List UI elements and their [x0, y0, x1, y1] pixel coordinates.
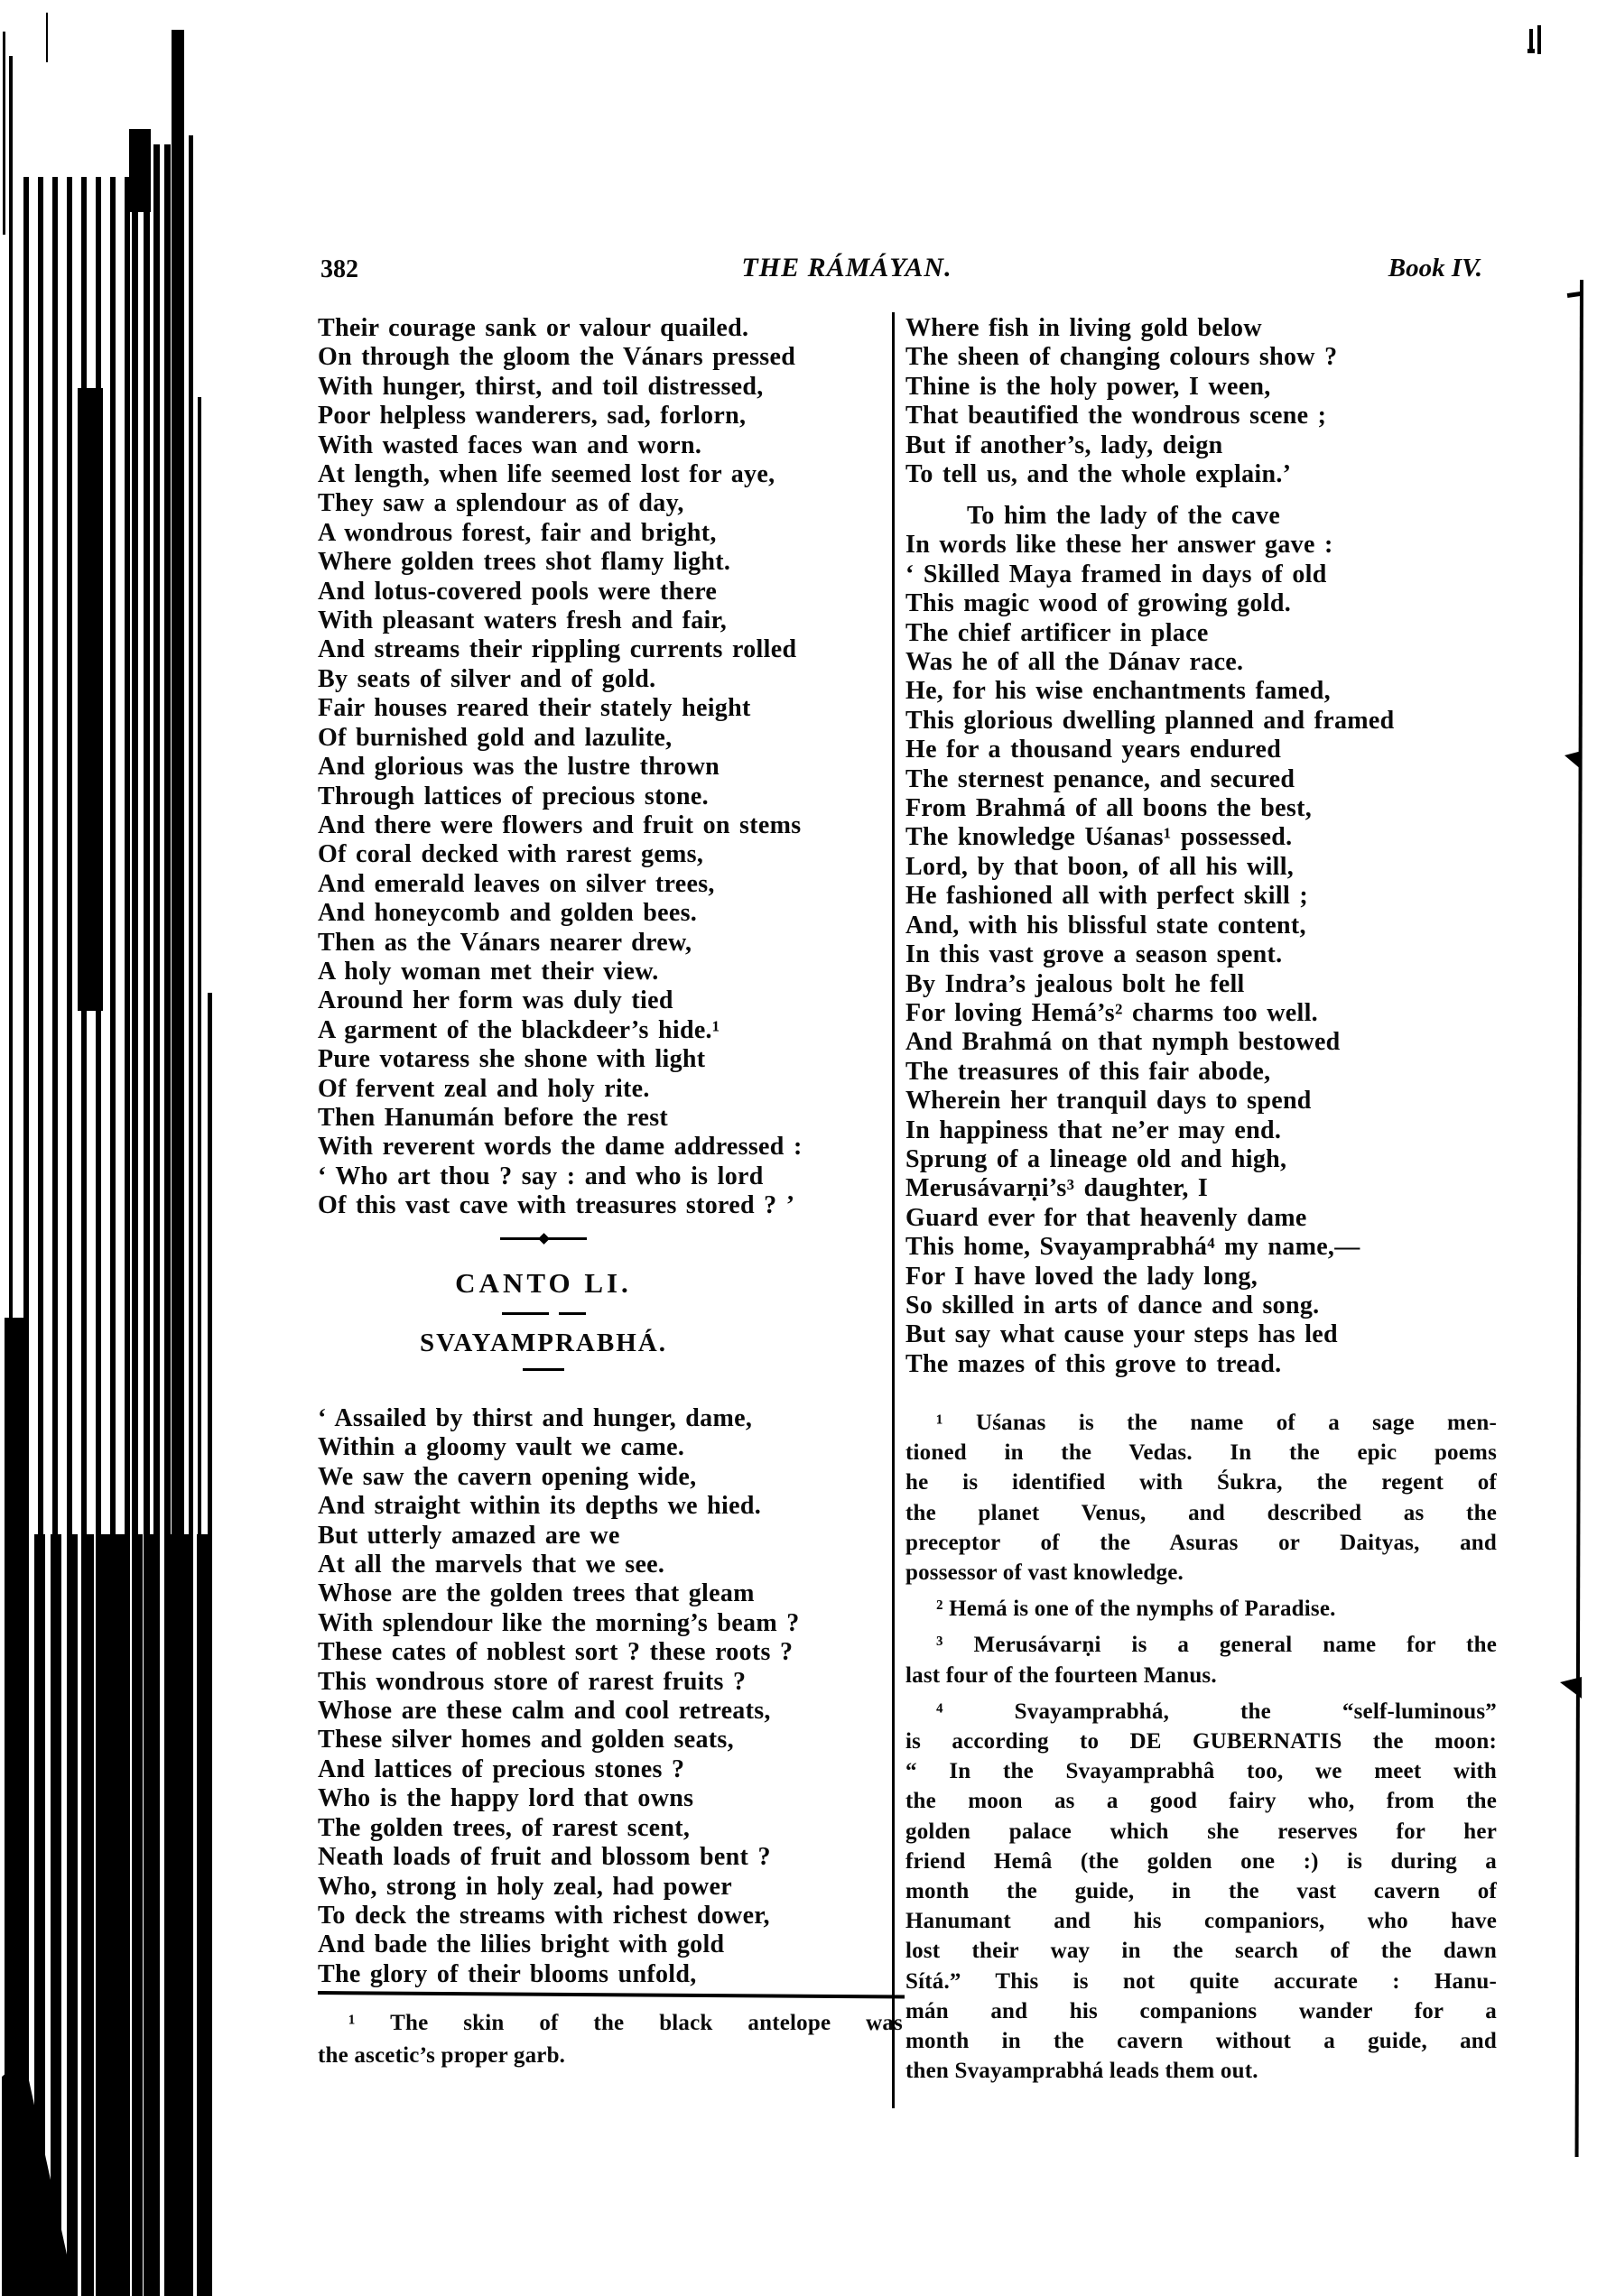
text-line: then Svayamprabhá leads them out. — [905, 2059, 1258, 2084]
text-line: ² Hemá is one of the nymphs of Paradise. — [936, 1597, 1336, 1622]
text-line: And bade the lilies bright with gold — [318, 1930, 725, 1959]
text-line: And straight within its depths we hied. — [318, 1492, 762, 1521]
scan-gutter-artifact — [0, 0, 221, 2296]
text-line: Merusávarṇi’s³ daughter, I — [905, 1174, 1209, 1203]
text-line: To him the lady of the cave — [967, 502, 1281, 530]
text-line: golden palace which she reserves for her — [905, 1819, 1497, 1844]
edge-flare-artifact — [1565, 751, 1582, 770]
text-line: Within a gloomy vault we came. — [318, 1433, 685, 1462]
text-line: In this vast grove a season spent. — [905, 940, 1283, 969]
text-line: last four of the fourteen Manus. — [905, 1662, 1217, 1688]
text-line: And there were flowers and fruit on stems — [318, 810, 802, 839]
scan-stripe — [46, 13, 48, 62]
text-line: At length, when life seemed lost for aye, — [318, 460, 775, 489]
text-line: A wondrous forest, fair and bright, — [318, 518, 717, 547]
text-line: For loving Hemá’s² charms too well. — [905, 998, 1318, 1027]
text-line: And streams their rippling currents rolled — [318, 635, 797, 664]
text-line: He for a thousand years endured — [905, 736, 1282, 764]
left-column-stanza-1 — [318, 314, 900, 1221]
text-line: And emerald leaves on silver trees, — [318, 869, 715, 898]
text-line: The chief artificer in place — [905, 618, 1209, 647]
left-footnote — [318, 2007, 903, 2072]
text-line: Wherein her tranquil days to spend — [905, 1087, 1312, 1116]
text-line: ‘ Skilled Maya framed in days of old — [905, 560, 1327, 588]
text-line: Sprung of a lineage old and high, — [905, 1144, 1287, 1173]
text-line: The knowledge Uśanas¹ possessed. — [905, 823, 1293, 852]
text-line: ¹ Uśanas is the name of a sage men- — [936, 1411, 1497, 1435]
text-line: This glorious dwelling planned and framed — [905, 706, 1395, 735]
text-line: In words like these her answer gave : — [905, 531, 1333, 560]
text-line: tioned in the Vedas. In the epic poems — [905, 1440, 1497, 1466]
footnote-3 — [905, 1630, 1497, 1690]
text-line: He, for his wise enchantments famed, — [905, 677, 1331, 706]
text-line: With pleasant waters fresh and fair, — [318, 606, 728, 635]
text-line: ⁴ Svayamprabhá, the “self-luminous” — [936, 1699, 1497, 1724]
text-line: Of fervent zeal and holy rite. — [318, 1074, 650, 1103]
footnote-separator-rule — [318, 1991, 905, 1999]
text-line: he is identified with Śukra, the regent of — [905, 1470, 1497, 1495]
text-line: With wasted faces wan and worn. — [318, 430, 702, 459]
text-line: And, with his blissful state content, — [905, 911, 1306, 940]
text-line: The golden trees, of rarest scent, — [318, 1813, 691, 1842]
page-number: 382 — [320, 255, 358, 283]
text-line: Was he of all the Dánav race. — [905, 648, 1244, 677]
text-line: ¹ The skin of the black antelope was — [348, 2011, 903, 2035]
text-line: Where golden trees shot flamy light. — [318, 548, 731, 577]
text-line: “ In the Svayamprabhâ too, we meet with — [905, 1759, 1497, 1784]
scan-stripe — [3, 32, 5, 235]
text-line: Then as the Vánars nearer drew, — [318, 928, 692, 957]
text-line: These silver homes and golden seats, — [318, 1726, 734, 1754]
canto-section — [318, 1231, 769, 1371]
text-line: Through lattices of precious stone. — [318, 782, 709, 810]
text-line: preceptor of the Asuras or Daityas, and — [905, 1530, 1497, 1555]
text-line: By seats of silver and of gold. — [318, 664, 656, 693]
text-line: For I have loved the lady long, — [905, 1262, 1258, 1291]
text-line: And lotus-covered pools were there — [318, 577, 718, 606]
corner-mark-artifact — [1537, 25, 1541, 54]
text-line: This magic wood of growing gold. — [905, 589, 1292, 618]
text-line: Of coral decked with rarest gems, — [318, 840, 704, 869]
text-line: To deck the streams with richest dower, — [318, 1901, 770, 1930]
text-line: Of burnished gold and lazulite, — [318, 723, 673, 752]
text-line: The sheen of changing colours show ? — [905, 343, 1338, 372]
text-line: But if another’s, lady, deign — [905, 430, 1223, 459]
text-line: possessor of vast knowledge. — [905, 1560, 1184, 1586]
text-line: On through the gloom the Vánars pressed — [318, 343, 796, 372]
text-line: Whose are these calm and cool retreats, — [318, 1697, 771, 1726]
text-line: With splendour like the morning’s beam ? — [318, 1608, 800, 1637]
text-line: The treasures of this fair abode, — [905, 1057, 1271, 1086]
text-line: Where fish in living gold below — [905, 314, 1262, 342]
text-line: Lord, by that boon, of all his will, — [905, 852, 1295, 881]
text-line: lost their way in the search of the dawn — [905, 1939, 1497, 1964]
text-line: With hunger, thirst, and toil distressed, — [318, 372, 764, 401]
edge-dash-artifact — [1567, 292, 1582, 298]
text-line: Who, strong in holy zeal, had power — [318, 1872, 732, 1901]
text-line: Pure votaress she shone with light — [318, 1045, 706, 1074]
text-line: Fair houses reared their stately height — [318, 694, 751, 723]
text-line: Of this vast cave with treasures stored ? ’ — [318, 1191, 795, 1220]
text-line: Hanumant and his companiors, who have — [905, 1909, 1497, 1934]
scan-blob — [129, 129, 151, 212]
text-line: is according to DE GUBERNATIS the moon: — [905, 1729, 1497, 1754]
text-line: They saw a splendour as of day, — [318, 489, 684, 518]
text-line: friend Hemâ (the golden one :) is during a — [905, 1848, 1497, 1874]
text-line: And honeycomb and golden bees. — [318, 899, 698, 928]
text-line: the ascetic’s proper garb. — [318, 2043, 566, 2068]
footnote-4 — [905, 1697, 1497, 2087]
text-line: the planet Venus, and described as the — [905, 1500, 1497, 1525]
text-line: ‘ Assailed by thirst and hunger, dame, — [318, 1404, 753, 1432]
edge-flare-artifact — [1560, 1677, 1582, 1699]
text-line: Whose are the golden trees that gleam — [318, 1579, 755, 1608]
text-line: But utterly amazed are we — [318, 1521, 620, 1550]
text-line: Around her form was duly tied — [318, 986, 673, 1015]
text-line: With reverent words the dame addressed : — [318, 1133, 803, 1162]
page-edge-artifact — [1575, 280, 1583, 2157]
text-line: Their courage sank or valour quailed. — [318, 314, 749, 342]
corner-mark-artifact — [1527, 49, 1535, 53]
text-line: Guard ever for that heavenly dame — [905, 1203, 1307, 1232]
text-line: By Indra’s jealous bolt he fell — [905, 969, 1245, 998]
text-line: The sternest penance, and secured — [905, 764, 1295, 793]
page-title: THE RÁMÁYAN. — [741, 253, 952, 282]
text-line: The mazes of this grove to tread. — [905, 1349, 1282, 1378]
text-line: From Brahmá of all boons the best, — [905, 794, 1313, 823]
section-divider-ornament — [500, 1235, 587, 1243]
text-line: Poor helpless wanderers, sad, forlorn, — [318, 402, 747, 430]
text-line: This home, Svayamprabhá⁴ my name,— — [905, 1233, 1360, 1262]
text-line: mán and his companions wander for a — [905, 1998, 1497, 2023]
text-line: ³ Merusávarṇi is a general name for the — [936, 1633, 1497, 1658]
text-line: In happiness that ne’er may end. — [905, 1116, 1282, 1144]
text-line: And lattices of precious stones ? — [318, 1754, 685, 1783]
right-column-stanza-1 — [905, 314, 1501, 489]
text-line: That beautified the wondrous scene ; — [905, 402, 1327, 430]
text-line: But say what cause your steps has led — [905, 1320, 1338, 1349]
text-line: month the guide, in the vast cavern of — [905, 1879, 1497, 1904]
footnote-1 — [905, 1408, 1497, 1588]
text-line: He fashioned all with perfect skill ; — [905, 882, 1308, 911]
text-line: So skilled in arts of dance and song. — [905, 1291, 1320, 1319]
text-line: A garment of the blackdeer’s hide.¹ — [318, 1015, 720, 1044]
text-line: These cates of noblest sort ? these roots ? — [318, 1638, 794, 1667]
right-footnotes — [905, 1408, 1497, 2092]
text-line: The glory of their blooms unfold, — [318, 1959, 697, 1988]
book-label: Book IV. — [1388, 254, 1482, 282]
text-line: Thine is the holy power, I ween, — [905, 372, 1271, 401]
text-line: A holy woman met their view. — [318, 957, 659, 986]
text-line: Who is the happy lord that owns — [318, 1784, 694, 1813]
subheading-rule — [523, 1368, 564, 1371]
left-column-stanza-2 — [318, 1404, 900, 1989]
text-line: Sítá.” This is not quite accurate : Hanu- — [905, 1968, 1497, 1994]
text-line: ‘ Who art thou ? say : and who is lord — [318, 1162, 764, 1190]
text-line: And Brahmá on that nymph bestowed — [905, 1028, 1341, 1057]
text-line: This wondrous store of rarest fruits ? — [318, 1667, 747, 1696]
heading-rule — [318, 1312, 769, 1315]
footnote-2 — [905, 1594, 1497, 1624]
text-line: We saw the cavern opening wide, — [318, 1462, 697, 1491]
text-line: the moon as a good fairy who, from the — [905, 1789, 1497, 1814]
canto-subheading: SVAYAMPRABHÁ. — [420, 1329, 667, 1357]
text-line: month in the cavern without a guide, and — [905, 2029, 1497, 2054]
text-line: Neath loads of fruit and blossom bent ? — [318, 1843, 771, 1872]
text-line: At all the marvels that we see. — [318, 1551, 665, 1579]
text-line: Then Hanumán before the rest — [318, 1103, 669, 1132]
right-column-stanza-2 — [905, 502, 1501, 1379]
canto-heading: CANTO LI. — [455, 1267, 632, 1299]
text-line: To tell us, and the whole explain.’ — [905, 460, 1292, 489]
text-line: And glorious was the lustre thrown — [318, 753, 720, 782]
scan-blob — [78, 388, 103, 1011]
